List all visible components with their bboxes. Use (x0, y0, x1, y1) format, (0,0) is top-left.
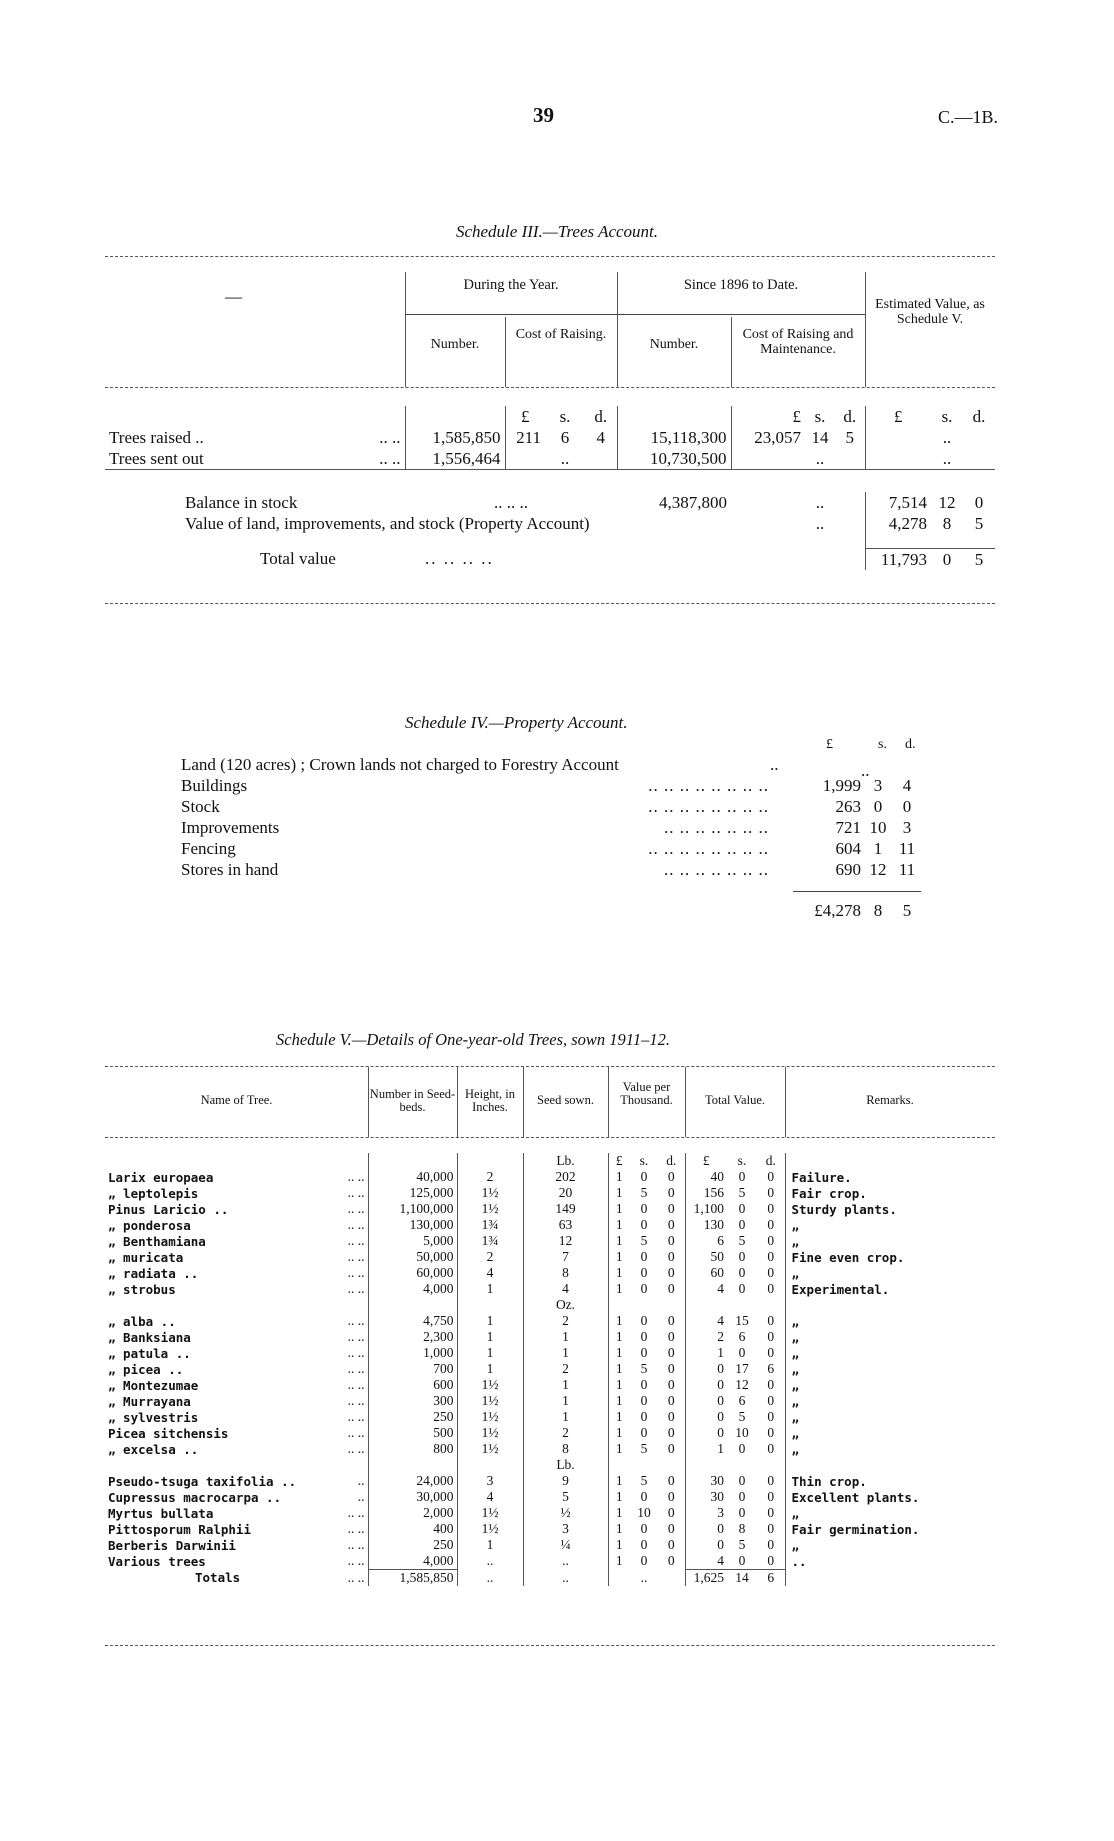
tree-row: Berberis Darwinii .. .. 250 1 ¼ 1 0 0 0 5 0 „ (105, 1537, 995, 1553)
number-header: Number in Seed-beds. (369, 1087, 456, 1114)
tree-row: „ patula .. .. .. 1,000 1 1 1 0 0 1 0 0 „ (105, 1345, 995, 1361)
during-year-header: During the Year. (463, 277, 559, 293)
name-of-tree-header: Name of Tree. (200, 1093, 273, 1107)
tree-row: „ ponderosa .. .. 130,000 1¾ 63 1 0 0 130 0 0 „ (105, 1217, 995, 1233)
dash-header: — (225, 287, 242, 306)
tree-row: Pseudo-tsuga taxifolia .. .. 24,000 3 9 1 5 0 30 0 0 Thin crop. (105, 1473, 995, 1489)
schedule-v-title: Schedule V.—Details of One-year-old Trees, sown 1911–12. (276, 1030, 670, 1049)
schedule-iii-table (105, 406, 995, 570)
tree-row: „ muricata .. .. 50,000 2 7 1 0 0 50 0 0 Fine even crop. (105, 1249, 995, 1265)
page-code: C.—1B. (938, 107, 999, 127)
value-land-row: Value of land, improvements, and stock (Property Account) .. 4,278 8 5 (185, 513, 984, 533)
schedule-v-table (105, 1153, 995, 1586)
tree-row: „ alba .. .. .. 4,750 1 2 1 0 0 4 15 0 „ (105, 1313, 995, 1329)
units-row: £ s. d. £ s. d. £ s. d. (105, 406, 995, 427)
tree-row: Larix europaea .. .. 40,000 2 202 1 0 0 40 0 0 Failure. (105, 1169, 995, 1185)
tree-row: Myrtus bullata .. .. 2,000 1½ ½ 1 10 0 3 0 0 „ (105, 1505, 995, 1521)
seed-header: Seed sown. (537, 1093, 594, 1107)
tree-row: „ picea .. .. .. 700 1 2 1 5 0 0 17 6 „ (105, 1361, 995, 1377)
units-row: Lb. £ s. d. £ s. d. (105, 1153, 995, 1169)
s4-total: £4,278 (814, 901, 861, 920)
total-value-row: Total value .. .. .. .. 11,793 0 5 (260, 549, 984, 569)
trees-sent-out-row: Trees sent out .. .. 1,556,464 .. 10,730,500 .. .. (109, 448, 952, 468)
totals-row: Totals .. .. 1,585,850 .. .. .. 1,625 14 6 (105, 1570, 995, 1587)
tree-row: Pittosporum Ralphii .. .. 400 1½ 3 1 0 0 0 8 0 Fair germination. (105, 1521, 995, 1537)
unit-row: Oz. (105, 1297, 995, 1313)
trees-raised-row: Trees raised .. .. .. 1,585,850 211 6 4 15,118,300 23,057 14 5 .. (109, 427, 952, 447)
tree-row: Picea sitchensis .. .. 500 1½ 2 1 0 0 0 10 0 „ (105, 1425, 995, 1441)
schedule-v-header (105, 1067, 995, 1137)
schedule-iv: £ s. d. Land (120 acres) ; Crown lands not charged to Forestry Account .. .. Buildings .. .. .. .. .. .. .. .. 1,999 3 4 Stock .. .. .. .. .. .. .. .. 263 0 0 Improvements .. .. .. .. .. .. .. 721 10 3 Fencing .. .. .. .. .. .. .. .. 604 1 11 Stores in hand .. .. .. .. .. .. .. 690 12 11 £4,278 8 5 (181, 721, 921, 1021)
value-header: Value per Thousand. (620, 1080, 673, 1107)
cost-header-2: Cost of Raising and Maintenance. (742, 327, 854, 357)
tree-row: Pinus Laricio .. .. .. 1,100,000 1½ 149 1 0 0 1,100 0 0 Sturdy plants. (105, 1201, 995, 1217)
number-header-1: Number. (430, 337, 480, 352)
tree-row: „ Montezumae .. .. 600 1½ 1 1 0 0 0 12 0 „ (105, 1377, 995, 1393)
tree-row: Various trees .. .. 4,000 .. .. 1 0 0 4 0 0 .. (105, 1553, 995, 1570)
since-1896-header: Since 1896 to Date. (683, 277, 799, 293)
estimated-value-header: Estimated Value, as Schedule V. (875, 297, 985, 327)
height-header: Height, in Inches. (465, 1087, 515, 1114)
tree-row: „ sylvestris .. .. 250 1½ 1 1 0 0 0 5 0 „ (105, 1409, 995, 1425)
cost-header-1: Cost of Raising. (515, 327, 607, 342)
schedule-iv-title: Schedule IV.—Property Account. (405, 713, 628, 732)
tree-row: „ Banksiana .. .. 2,300 1 1 1 0 0 2 6 0 „ (105, 1329, 995, 1345)
total-value-header: Total Value. (705, 1093, 765, 1107)
balance-row: Balance in stock .. .. .. 4,387,800 .. 7,514 12 0 (185, 492, 984, 512)
tree-row: „ excelsa .. .. .. 800 1½ 8 1 5 0 1 0 0 „ (105, 1441, 995, 1457)
tree-row: „ leptolepis .. .. 125,000 1½ 20 1 5 0 156 5 0 Fair crop. (105, 1185, 995, 1201)
schedule-iii-header (105, 257, 995, 387)
tree-row: „ radiata .. .. .. 60,000 4 8 1 0 0 60 0 0 „ (105, 1265, 995, 1281)
s4-land-label: Land (120 acres) ; Crown lands not charged to Forestry Account (181, 755, 619, 774)
remarks-header: Remarks. (866, 1093, 914, 1107)
unit-row: Lb. (105, 1457, 995, 1473)
page-number: 39 (533, 103, 554, 127)
tree-row: „ Murrayana .. .. 300 1½ 1 1 0 0 0 6 0 „ (105, 1393, 995, 1409)
tree-row: „ Benthamiana .. .. 5,000 1¾ 12 1 5 0 6 5 0 „ (105, 1233, 995, 1249)
schedule-iii-title: Schedule III.—Trees Account. (455, 222, 659, 241)
number-header-2: Number. (649, 337, 699, 352)
tree-row: Cupressus macrocarpa .. .. 30,000 4 5 1 0 0 30 0 0 Excellent plants. (105, 1489, 995, 1505)
tree-row: „ strobus .. .. 4,000 1 4 1 0 0 4 0 0 Experimental. (105, 1281, 995, 1297)
